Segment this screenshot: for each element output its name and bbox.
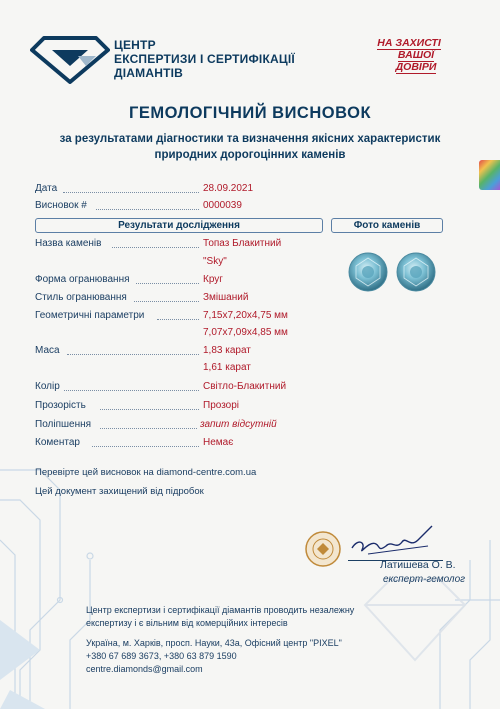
dotted-leader xyxy=(157,319,199,320)
protection-note: Цей документ захищений від підробок xyxy=(35,486,204,497)
dotted-leader xyxy=(134,301,199,302)
footer-address: Україна, м. Харків, просп. Науки, 43а, Офісний центр "PIXEL" xyxy=(86,638,342,648)
number-value: 0000039 xyxy=(203,200,242,211)
clarity-value: Прозорі xyxy=(203,400,240,411)
org-line-2: ЕКСПЕРТИЗИ І СЕРТИФІКАЦІЇ xyxy=(114,52,295,66)
footer-email: centre.diamonds@gmail.com xyxy=(86,664,203,674)
signature-graphic xyxy=(348,520,438,560)
stone-photo-2 xyxy=(397,253,435,291)
dotted-leader xyxy=(67,354,199,355)
stone-photo-1 xyxy=(349,253,387,291)
footer-line-1: Центр експертизи і сертифікації діамантів проводить незалежну xyxy=(86,605,355,615)
org-line-1: ЦЕНТР xyxy=(114,38,156,52)
treatment-label: Поліпшення xyxy=(35,419,92,430)
mass-value-2: 1,61 карат xyxy=(203,362,251,373)
treatment-value: запит відсутній xyxy=(200,419,277,430)
cut-style-label: Стиль огранювання xyxy=(35,292,127,303)
hologram-sticker xyxy=(479,160,500,190)
footer-statement xyxy=(86,604,354,630)
mass-label: Маса xyxy=(35,345,60,356)
number-label: Висновок # xyxy=(35,200,87,211)
stone-photos xyxy=(346,250,440,296)
dotted-leader xyxy=(100,428,197,429)
comment-label: Коментар xyxy=(35,437,80,448)
stone-name-value-2: "Sky" xyxy=(203,256,227,267)
mass-value-1: 1,83 карат xyxy=(203,345,251,356)
photo-header: Фото каменів xyxy=(331,218,443,233)
geometry-label: Геометричні параметри xyxy=(35,310,145,321)
organization-name xyxy=(114,38,295,80)
geometry-value-1: 7,15х7,20х4,75 мм xyxy=(203,310,288,321)
slogan-line-3: ДОВІРИ xyxy=(395,61,437,73)
dotted-leader xyxy=(100,409,199,410)
subtitle-line-2: природних дорогоцінних каменів xyxy=(154,149,346,161)
dotted-leader xyxy=(92,446,199,447)
org-line-3: ДІАМАНТІВ xyxy=(114,66,184,80)
color-label: Колір xyxy=(35,381,60,392)
slogan-line-2: ВАШОЇ xyxy=(397,49,435,61)
signer-name: Латишева О. В. xyxy=(380,559,456,571)
geometry-value-2: 7,07х7,09х4,85 мм xyxy=(203,327,288,338)
date-label: Дата xyxy=(35,183,58,194)
footer-line-2: експертизу і є вільним від комерційних інтересів xyxy=(86,618,288,628)
cut-shape-value: Круг xyxy=(203,274,223,285)
slogan xyxy=(367,38,451,74)
dotted-leader xyxy=(96,209,199,210)
dotted-leader xyxy=(64,390,199,391)
comment-value: Немає xyxy=(203,437,234,448)
stone-name-value: Топаз Блакитний xyxy=(203,238,282,249)
date-value: 28.09.2021 xyxy=(203,183,254,194)
footer-contacts xyxy=(86,637,342,676)
dotted-leader xyxy=(63,192,199,193)
cut-style-value: Змішаний xyxy=(203,292,249,303)
footer-phones: +380 67 689 3673, +380 63 879 1590 xyxy=(86,651,237,661)
color-value: Світло-Блакитний xyxy=(203,381,287,392)
slogan-line-1: НА ЗАХИСТІ xyxy=(377,37,441,49)
dotted-leader xyxy=(136,283,199,284)
document-subtitle xyxy=(40,131,460,163)
subtitle-line-1: за результатами діагностики та визначення якісних характеристик xyxy=(59,133,441,145)
diamond-logo-icon xyxy=(30,36,110,84)
stamp-seal-icon xyxy=(304,530,342,568)
document-title: ГЕМОЛОГІЧНИЙ ВИСНОВОК xyxy=(128,104,372,122)
cut-shape-label: Форма огранювання xyxy=(35,274,130,285)
stone-name-label: Назва каменів xyxy=(35,238,102,249)
dotted-leader xyxy=(112,247,199,248)
verify-note: Перевірте цей висновок на diamond-centre.com.ua xyxy=(35,467,257,478)
clarity-label: Прозорість xyxy=(35,400,86,411)
signer-role: експерт-гемолог xyxy=(383,574,466,585)
results-header: Результати дослідження xyxy=(35,218,323,233)
